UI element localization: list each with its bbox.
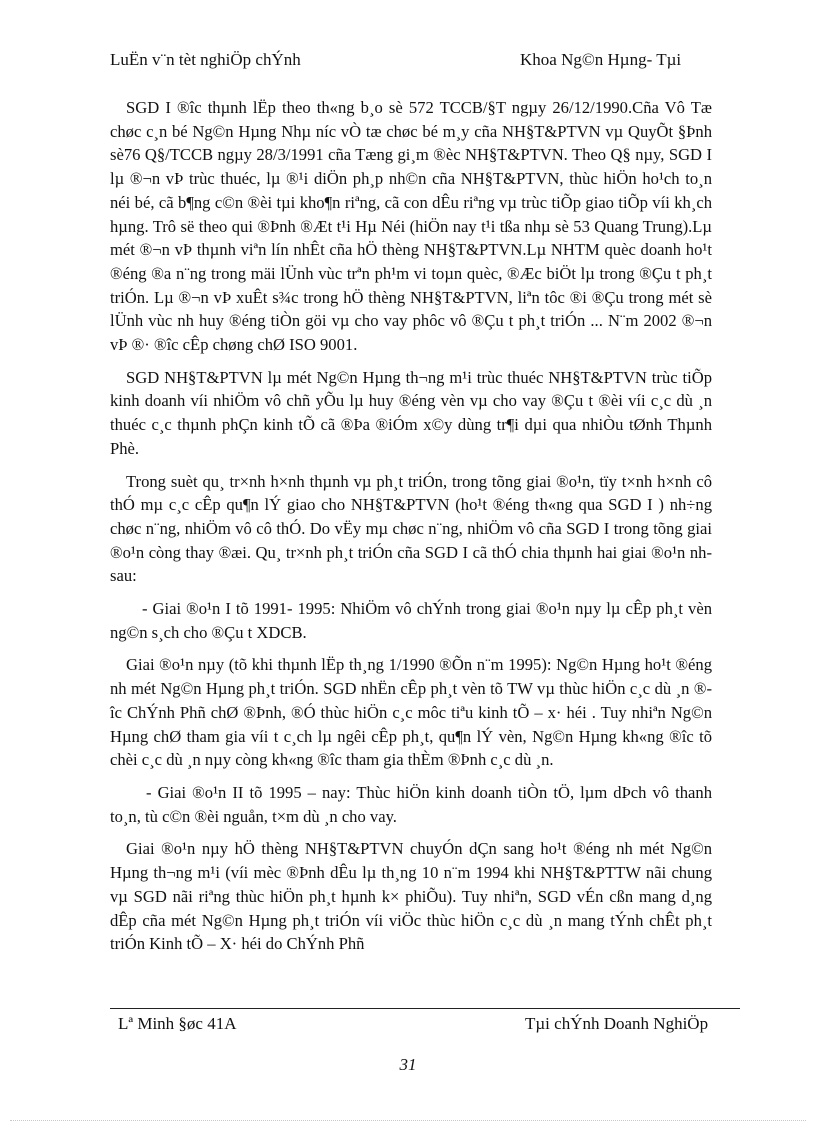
body-text: [110, 96, 712, 965]
footer-right: Tµi chÝnh Doanh NghiÖp: [525, 1014, 709, 1033]
paragraph-5: Giai ®o¹n nµy (tõ khi thµnh lËp th¸ng 1/1990 ®Õn n¨m 1995): Ng©n Hµng ho¹t ®éng nh mét Ng©n Hµng ph¸t triÓn. SGD nhËn cÊp ph¸t vèn tõ TW vµ thùc hiÖn c¸c dù ¸n ®îc ChÝnh Phñ chØ ®Þnh, ®Ó thùc hiÖn c¸c môc tiªu kinh tÕ – x· héi . Tuy nhiªn Ng©n Hµng chØ tham gia víi t c¸ch lµ ngêi cÊp ph¸t, qu¶n lÝ vèn, Ng©n Hµng kh«ng ®îc tõ chèi c¸c dù ¸n nµy còng kh«ng ®îc tham gia thÈm ®Þnh c¸c dù ¸n.: [110, 655, 712, 770]
page-bottom-dotted-line: [10, 1120, 806, 1121]
footer-divider: [110, 1008, 740, 1009]
header-right: Khoa Ng©n Hµng- Tµi: [520, 50, 682, 69]
paragraph-6: - Giai ®o¹n II tõ 1995 – nay: Thùc hiÖn kinh doanh tiÒn tÖ, lµm dÞch vô thanh to¸n, tù c©n ®èi nguån, t×m dù ¸n cho vay.: [110, 782, 712, 826]
paragraph-2: SGD NH§T&PTVN lµ mét Ng©n Hµng th¬ng m¹i trùc thuéc NH§T&PTVN trùc tiÕp kinh doanh víi nhiÖm vô chñ yÕu lµ huy ®éng vèn vµ cho vay ®Çu t ®èi víi c¸c dù ¸n thuéc c¸c thµnh phÇn kinh tÕ cã ®Þa ®iÓm x©y dùng tr¶i dµi qua nhiÒu tØnh Thµnh Phè.: [110, 367, 712, 458]
paragraph-4: - Giai ®o¹n I tõ 1991- 1995: NhiÖm vô chÝnh trong giai ®o¹n nµy lµ cÊp ph¸t vèn ng©n s¸ch cho ®Çu t XDCB.: [110, 599, 712, 642]
page-number: 31: [399, 1055, 417, 1074]
header-left: LuËn v¨n tèt nghiÖp chÝnh: [110, 50, 301, 69]
paragraph-7: Giai ®o¹n nµy hÖ thèng NH§T&PTVN chuyÓn dÇn sang ho¹t ®éng nh mét Ng©n Hµng th¬ng m¹i (víi mèc ®Þnh dÊu lµ th¸ng 10 n¨m 1994 khi NH§T&PTTW nãi chung vµ SGD nãi riªng thùc hiÖn ph¸t hµnh k× phiÕu). Tuy nhiªn, SGD vÉn cßn mang d¸ng dÊp cña mét Ng©n Hµng ph¸t triÓn víi viÖc thùc hiÖn c¸c dù ¸n mang tÝnh chÊt ph¸t triÓn Kinh tÕ – X· héi do ChÝnh Phñ: [110, 839, 712, 954]
paragraph-1: SGD I ®îc thµnh lËp theo th«ng b¸o sè 572 TCCB/§T ngµy 26/12/1990.Cña Vô Tæ chøc c¸n bé Ng©n Hµng Nhµ níc vÒ tæ chøc bé m¸y cña NH§T&PTVN vµ QuyÕt §Þnh sè76 Q§/TCCB ngµy 28/3/1991 cña Tæng gi¸m ®èc NH§T&PTVN. Theo Q§ nµy, SGD I lµ ®¬n vÞ trùc thuéc, lµ ®¹i diÖn ph¸p nh©n cña NH§T&PTVN, thùc hiÖn ho¹ch to¸n néi bé, cã b¶ng c©n ®èi tµi kho¶n riªng, cã con dÊu riªng vµ trùc tiÕp giao tiÕp víi kh¸ch hµng. Trô së theo qui ®Þnh ®Æt t¹i Hµ Néi (hiÖn nay t¹i tßa nhµ sè 53 Quang Trung).Lµ mét ®¬n vÞ thµnh viªn lín nhÊt cña hÖ thèng NH§T&PTVN.Lµ NHTM quèc doanh ho¹t ®éng ®a n¨ng trong mäi lÜnh vùc trªn ph¹m vi toµn quèc, ®Æc biÖt lµ trong ®Çu t ph¸t triÓn. Lµ ®¬n vÞ xuÊt s¾c trong hÖ thèng NH§T&PTVN, liªn tôc ®i ®Çu trong mét sè lÜnh vùc nh huy ®éng tiÒn göi vµ cho vay phôc vô ®Çu t ph¸t triÓn ... N¨m 2002 ®¬n vÞ ®· ®îc cÊp chøng chØ ISO 9001.: [110, 98, 712, 355]
footer-left: Lª Minh §øc 41A: [118, 1014, 237, 1033]
paragraph-3: Trong suèt qu¸ tr×nh h×nh thµnh vµ ph¸t triÓn, trong tõng giai ®o¹n, tïy t×nh h×nh cô thÓ mµ c¸c cÊp qu¶n lÝ giao cho NH§T&PTVN (ho¹t ®éng th«ng qua SGD I ) nh÷ng chøc n¨ng, nhiÖm vô cô thÓ. Do vËy mµ chøc n¨ng, nhiÖm vô cña SGD I trong tõng giai ®o¹n còng thay ®æi. Qu¸ tr×nh ph¸t triÓn cña SGD I cã thÓ chia thµnh hai giai ®o¹n nh sau:: [110, 471, 712, 586]
